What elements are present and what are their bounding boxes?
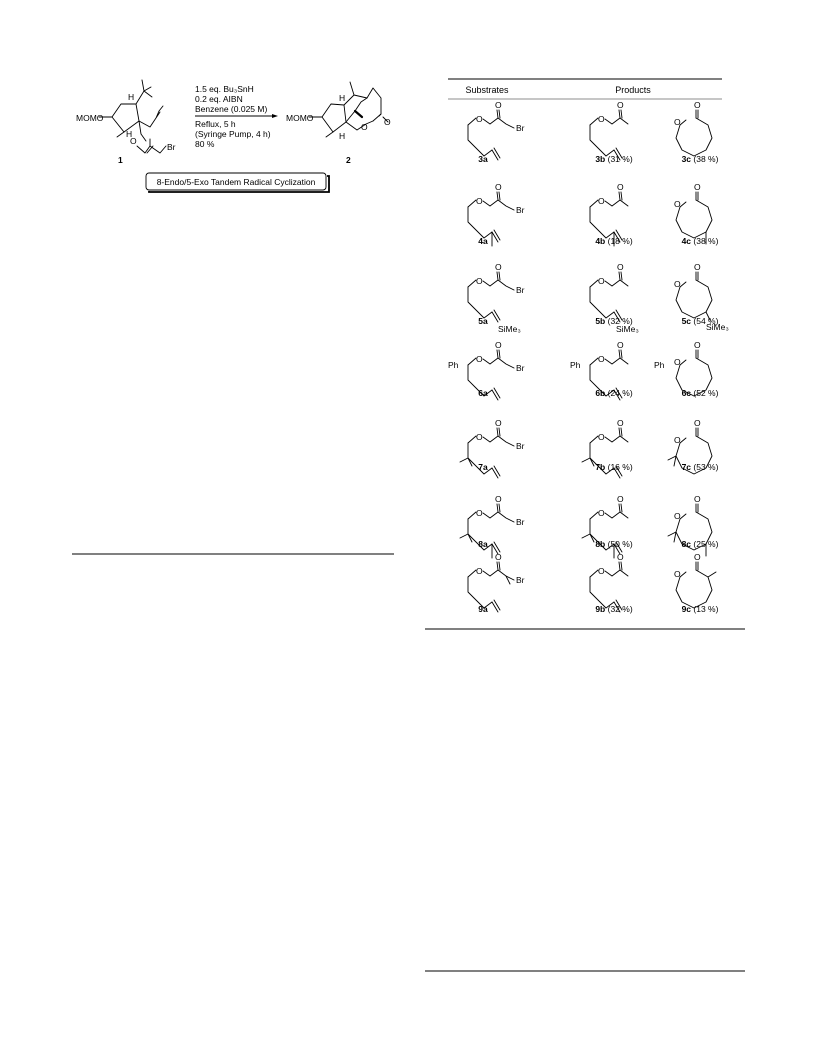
substrate-phenyl: Ph xyxy=(448,360,459,370)
product-c-carbonyl-oxygen: O xyxy=(694,494,701,504)
substrate-bromine: Br xyxy=(516,363,525,373)
substrate-chain xyxy=(468,125,492,156)
product-c-carbonyl xyxy=(696,110,698,118)
product-c-o-bond xyxy=(680,514,686,519)
reaction-scheme xyxy=(76,80,391,192)
substrate-gem-dimethyl xyxy=(460,458,472,466)
compound-label-1: 1 xyxy=(118,155,123,165)
product-b-chain xyxy=(590,207,614,238)
product-b-methyl xyxy=(620,512,628,518)
br-label-reactant: Br xyxy=(167,142,176,152)
product-b-carbonyl-oxygen: O xyxy=(617,262,624,272)
product-b-methyl xyxy=(620,280,628,286)
table-row xyxy=(468,552,719,614)
carbonyl-oxygen-product: O xyxy=(384,117,391,127)
product-c-o-bond xyxy=(680,282,686,287)
substrate-ch2 xyxy=(498,118,514,128)
substrate-bromine: Br xyxy=(516,441,525,451)
product-c-gem-dimethyl xyxy=(668,456,676,466)
substrate-label: 6a xyxy=(478,388,488,398)
product-b-phenyl: Ph xyxy=(570,360,581,370)
substrate-carbonyl-oxygen: O xyxy=(495,262,502,272)
substrate-ch2 xyxy=(498,436,514,446)
momo-label-reactant: MOMO xyxy=(76,113,104,123)
product-c-gem-dimethyl xyxy=(668,532,676,542)
product-c-ring-oxygen: O xyxy=(674,435,681,445)
product-b-o-bond xyxy=(590,436,598,443)
product-b-o-bond xyxy=(590,118,598,125)
product-b-gem-dimethyl xyxy=(582,458,594,466)
product-c-carbonyl xyxy=(696,192,698,200)
reagent-line-2: 0.2 eq. AIBN xyxy=(195,94,243,104)
product-b-carbonyl-oxygen: O xyxy=(617,340,624,350)
table-row xyxy=(460,494,719,558)
product-c-label: 9c (13 %) xyxy=(681,604,719,614)
product-b-ester xyxy=(605,110,622,124)
momo-label-product: MOMO xyxy=(286,113,314,123)
table-row xyxy=(468,182,719,246)
substrate-ch2 xyxy=(498,200,514,210)
product-c-carbonyl-oxygen: O xyxy=(694,340,701,350)
substrate-ch2 xyxy=(498,512,514,522)
substrate-bromine: Br xyxy=(516,205,525,215)
product-structure-2 xyxy=(286,82,391,165)
substrate-label: 7a xyxy=(478,462,488,472)
product-b-gem-dimethyl xyxy=(582,534,594,542)
substrate-bromine: Br xyxy=(516,517,525,527)
h-label-bottom: H xyxy=(126,129,133,139)
product-b-label: 3b (31 %) xyxy=(595,154,633,164)
product-c-carbonyl xyxy=(696,428,698,436)
compound-label-2: 2 xyxy=(346,155,351,165)
substrate-silyl: SiMe₃ xyxy=(498,324,521,334)
table-row xyxy=(460,418,719,478)
substrate-alkene xyxy=(492,600,500,612)
product-b-methyl xyxy=(620,118,628,124)
product-c-ring-oxygen: O xyxy=(674,357,681,367)
product-b-oxygen: O xyxy=(598,196,605,206)
header-substrates: Substrates xyxy=(465,85,509,95)
product-c-ring-oxygen: O xyxy=(674,569,681,579)
substrate-ester xyxy=(483,110,500,124)
substrate-bromine: Br xyxy=(516,285,525,295)
product-c-o-bond xyxy=(680,202,686,207)
substrate-ch2 xyxy=(498,280,514,290)
product-c-carbonyl-oxygen: O xyxy=(694,100,701,110)
product-c-label: 4c (38 %) xyxy=(681,236,719,246)
substrate-label: 3a xyxy=(478,154,488,164)
substrate-label: 9a xyxy=(478,604,488,614)
substrate-label: 4a xyxy=(478,236,488,246)
substrate-carbonyl-oxygen: O xyxy=(495,340,502,350)
product-c-alpha-methyl xyxy=(708,572,716,577)
product-c-carbonyl xyxy=(696,504,698,512)
substrate-o-bond xyxy=(468,118,476,125)
h-label-top: H xyxy=(128,92,135,102)
product-c-phenyl: Ph xyxy=(654,360,665,370)
condition-line-2: (Syringe Pump, 4 h) xyxy=(195,129,271,139)
product-b-oxygen: O xyxy=(598,354,605,364)
substrate-carbonyl-oxygen: O xyxy=(495,552,502,562)
product-c-ring-oxygen: O xyxy=(674,117,681,127)
substrate-carbonyl-oxygen: O xyxy=(495,100,502,110)
substrate-gem-dimethyl xyxy=(460,534,472,542)
substrate-o-bond xyxy=(468,280,476,287)
product-b-chain xyxy=(590,287,614,318)
product-c-label: 7c (53 %) xyxy=(681,462,719,472)
scheme-caption-box xyxy=(146,173,329,192)
substrate-ester xyxy=(483,272,500,286)
substrate-ch2 xyxy=(498,570,514,580)
product-c-carbonyl-oxygen: O xyxy=(694,262,701,272)
substrate-ester xyxy=(483,562,500,576)
reaction-conditions xyxy=(195,84,278,149)
product-c-label: 6c (52 %) xyxy=(681,388,719,398)
product-b-label: 9b (32 %) xyxy=(595,604,633,614)
substrate-oxygen: O xyxy=(476,432,483,442)
product-b-o-bond xyxy=(590,570,598,577)
product-c-carbonyl xyxy=(696,350,698,358)
product-b-ester xyxy=(605,562,622,576)
product-b-ester xyxy=(605,272,622,286)
substrate-ester xyxy=(483,504,500,518)
header-products: Products xyxy=(615,85,651,95)
product-b-oxygen: O xyxy=(598,508,605,518)
product-b-o-bond xyxy=(590,512,598,519)
product-c-carbonyl xyxy=(696,272,698,280)
substrate-bromine: Br xyxy=(516,123,525,133)
substrate-o-bond xyxy=(468,436,476,443)
product-b-silyl: SiMe₃ xyxy=(616,324,639,334)
product-c-o-bond xyxy=(680,120,686,125)
product-b-o-bond xyxy=(590,200,598,207)
product-c-ring-oxygen: O xyxy=(674,199,681,209)
substrate-oxygen: O xyxy=(476,566,483,576)
product-b-label: 5b (32 %) xyxy=(595,316,633,326)
product-c-label: 3c (38 %) xyxy=(681,154,719,164)
product-b-label: 8b (50 %) xyxy=(595,539,633,549)
product-c-o-bond xyxy=(680,438,686,443)
oxygen-label-reactant: O xyxy=(130,136,137,146)
substrate-chain xyxy=(468,287,492,318)
product-c-carbonyl-oxygen: O xyxy=(694,552,701,562)
table-row xyxy=(468,100,719,164)
substrate-label: 5a xyxy=(478,316,488,326)
substrate-alkene xyxy=(492,230,500,242)
product-b-carbonyl-oxygen: O xyxy=(617,100,624,110)
table-row xyxy=(448,340,719,400)
product-b-ester xyxy=(605,504,622,518)
product-b-o-bond xyxy=(590,358,598,365)
product-b-label: 6b (24 %) xyxy=(595,388,633,398)
substrate-oxygen: O xyxy=(476,354,483,364)
h-label-product-top: H xyxy=(339,93,346,103)
condition-line-1: Reflux, 5 h xyxy=(195,119,236,129)
product-c-silyl: SiMe₃ xyxy=(706,322,729,332)
substrate-chain xyxy=(468,207,492,238)
substrate-carbonyl-oxygen: O xyxy=(495,494,502,504)
substrate-ch2 xyxy=(498,358,514,368)
substrate-o-bond xyxy=(468,570,476,577)
product-b-methyl xyxy=(620,358,628,364)
reactant-structure-1 xyxy=(76,80,176,165)
product-c-label: 5c (54 %) xyxy=(681,316,719,326)
product-b-methyl xyxy=(620,200,628,206)
table-row xyxy=(468,262,729,334)
substrate-ester xyxy=(483,192,500,206)
product-c-carbonyl xyxy=(696,562,698,570)
product-b-oxygen: O xyxy=(598,276,605,286)
product-b-carbonyl-oxygen: O xyxy=(617,418,624,428)
product-b-ester xyxy=(605,350,622,364)
substrate-bromine: Br xyxy=(516,575,525,585)
product-c-carbonyl-oxygen: O xyxy=(694,418,701,428)
substrate-oxygen: O xyxy=(476,276,483,286)
substrate-label: 8a xyxy=(478,539,488,549)
product-c-ring-oxygen: O xyxy=(674,279,681,289)
product-b-carbonyl-oxygen: O xyxy=(617,552,624,562)
product-c-o-bond xyxy=(680,360,686,365)
table-rows xyxy=(448,100,729,614)
product-c-label: 8c (25 %) xyxy=(681,539,719,549)
substrate-carbonyl-oxygen: O xyxy=(495,418,502,428)
substrate-oxygen: O xyxy=(476,508,483,518)
substrate-oxygen: O xyxy=(476,114,483,124)
product-c-ring-oxygen: O xyxy=(674,511,681,521)
substrate-ester xyxy=(483,350,500,364)
oxygen-label-product: O xyxy=(361,122,368,132)
product-b-carbonyl-oxygen: O xyxy=(617,182,624,192)
substrate-alkene xyxy=(492,310,500,322)
product-c-o-bond xyxy=(680,572,686,577)
h-label-product-bottom: H xyxy=(339,131,346,141)
product-b-ester xyxy=(605,192,622,206)
substrate-ester xyxy=(483,428,500,442)
scheme-caption: 8-Endo/5-Exo Tandem Radical Cyclization xyxy=(156,177,316,187)
substrate-o-bond xyxy=(468,512,476,519)
substrate-alkene xyxy=(492,388,500,400)
substrate-table xyxy=(425,79,745,629)
product-b-methyl xyxy=(620,436,628,442)
substrate-carbonyl-oxygen: O xyxy=(495,182,502,192)
substrate-alkene xyxy=(492,466,500,478)
substrate-o-bond xyxy=(468,358,476,365)
product-b-chain xyxy=(590,125,614,156)
reagent-line-1: 1.5 eq. Bu₃SnH xyxy=(195,84,254,94)
condition-line-3: 80 % xyxy=(195,139,215,149)
product-b-oxygen: O xyxy=(598,566,605,576)
substrate-o-bond xyxy=(468,200,476,207)
product-c-carbonyl-oxygen: O xyxy=(694,182,701,192)
product-b-oxygen: O xyxy=(598,114,605,124)
product-b-oxygen: O xyxy=(598,432,605,442)
product-b-label: 7b (16 %) xyxy=(595,462,633,472)
substrate-alkene xyxy=(492,148,500,160)
product-b-label: 4b (18 %) xyxy=(595,236,633,246)
reagent-line-3: Benzene (0.025 M) xyxy=(195,104,268,114)
product-b-carbonyl-oxygen: O xyxy=(617,494,624,504)
product-b-methyl xyxy=(620,570,628,576)
product-b-o-bond xyxy=(590,280,598,287)
product-b-ester xyxy=(605,428,622,442)
substrate-oxygen: O xyxy=(476,196,483,206)
